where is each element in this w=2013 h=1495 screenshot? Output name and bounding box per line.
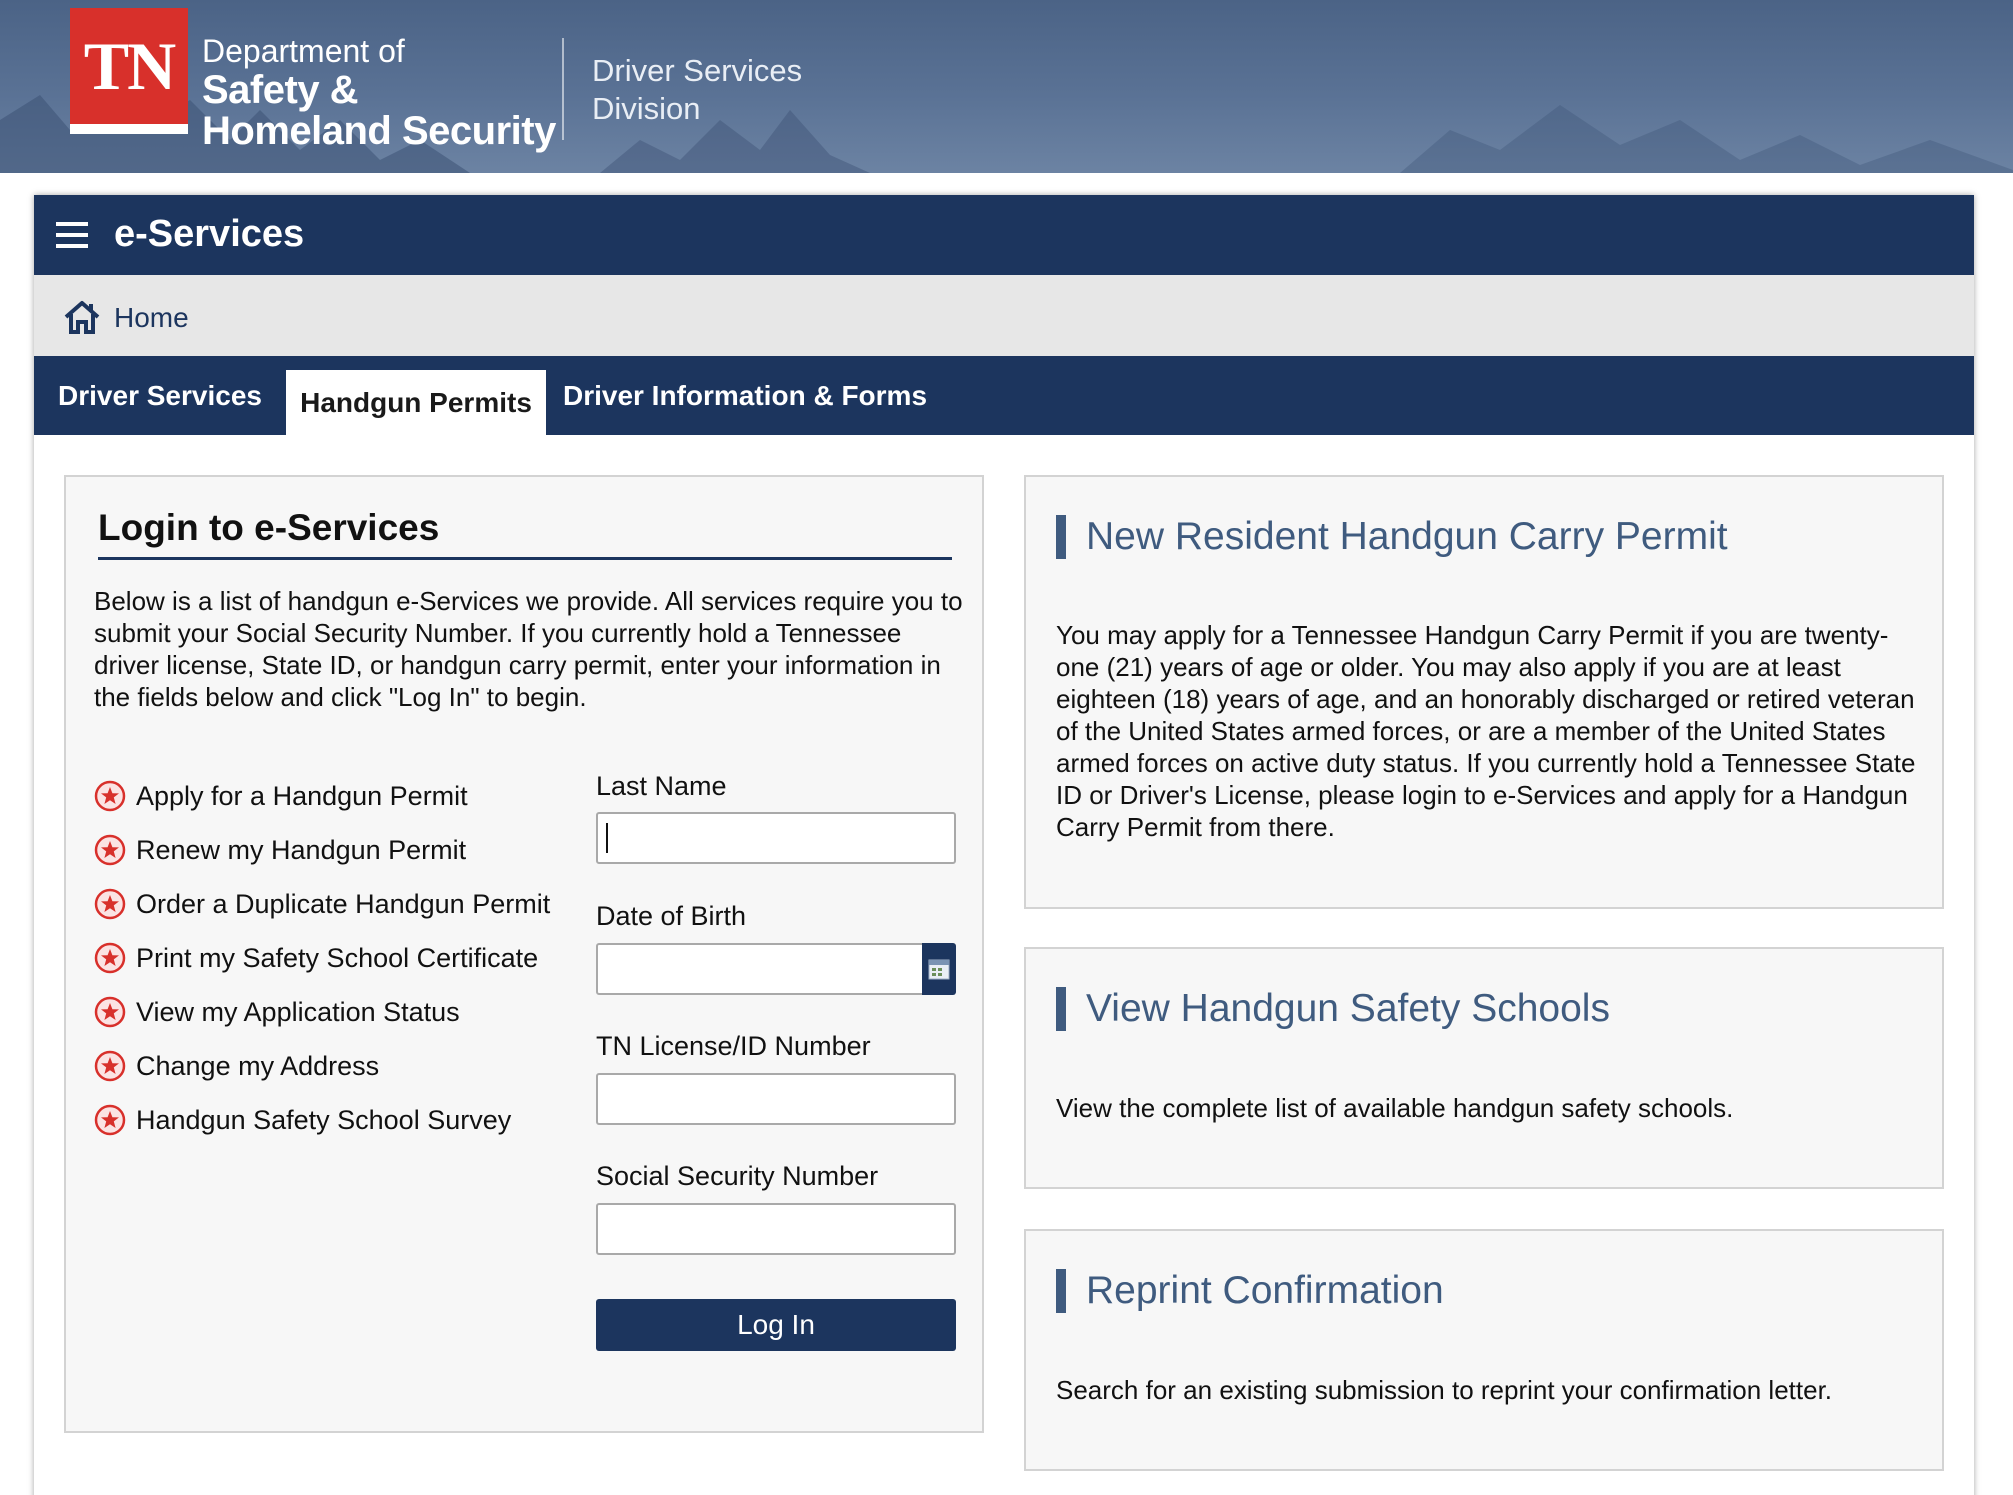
- star-bullet-icon: [94, 942, 126, 974]
- breadcrumb-home-link[interactable]: Home: [114, 302, 189, 333]
- service-link[interactable]: [94, 985, 550, 1039]
- dob-label: Date of Birth: [596, 901, 747, 931]
- service-link[interactable]: [94, 1093, 550, 1147]
- menu-icon[interactable]: [56, 222, 88, 248]
- banner-divider: [562, 38, 564, 140]
- service-list: [94, 769, 550, 1147]
- ssn-label: Social Security Number: [596, 1161, 879, 1191]
- home-icon[interactable]: [64, 300, 100, 334]
- new-resident-permit-card[interactable]: [1024, 475, 1944, 909]
- app-header: [34, 195, 1974, 275]
- reprint-confirmation-body: Search for an existing submission to reprint your confirmation letter.: [1056, 1375, 1833, 1405]
- service-link-label[interactable]: Renew my Handgun Permit: [136, 834, 467, 865]
- service-link[interactable]: [94, 877, 550, 931]
- last-name-input[interactable]: [596, 812, 956, 864]
- service-link[interactable]: [94, 823, 550, 877]
- service-link[interactable]: [94, 769, 550, 823]
- safety-schools-title[interactable]: View Handgun Safety Schools: [1056, 987, 1610, 1031]
- star-bullet-icon: [94, 1050, 126, 1082]
- service-link-label[interactable]: Apply for a Handgun Permit: [136, 780, 468, 811]
- tab-driver-services[interactable]: Driver Services: [58, 379, 262, 411]
- eservices-panel: [34, 195, 1974, 1495]
- service-link-label[interactable]: Print my Safety School Certificate: [136, 942, 539, 973]
- log-in-button[interactable]: Log In: [596, 1299, 956, 1351]
- new-resident-permit-body: You may apply for a Tennessee Handgun Carry Permit if you are twenty-one (21) years of age or older. You may also apply if you are at least eighteen (18) years of age, and an honorably discharged or retired veteran of the United States armed forces, or are a member of the United States armed forces on active duty status. If you currently hold a Tennessee State ID or Driver's License, please login to e-Services and apply for a Handgun Carry Permit from there.: [1056, 620, 1916, 842]
- division-name: Driver Services Division: [592, 53, 803, 126]
- tab-driver-information-forms[interactable]: Driver Information & Forms: [562, 379, 928, 411]
- calendar-icon[interactable]: [922, 943, 956, 995]
- license-label: TN License/ID Number: [596, 1031, 871, 1061]
- service-link-label[interactable]: Change my Address: [136, 1050, 380, 1081]
- star-bullet-icon: [94, 888, 126, 920]
- tab-bar: [34, 356, 1974, 435]
- star-bullet-icon: [94, 780, 126, 812]
- ssn-input[interactable]: [596, 1203, 956, 1255]
- last-name-label: Last Name: [596, 771, 727, 801]
- breadcrumb: [34, 275, 1974, 356]
- license-input[interactable]: [596, 1073, 956, 1125]
- dob-input[interactable]: [596, 943, 924, 995]
- tn-logo[interactable]: TN: [70, 8, 188, 134]
- service-link-label[interactable]: Order a Duplicate Handgun Permit: [136, 888, 551, 919]
- star-bullet-icon: [94, 1104, 126, 1136]
- tab-handgun-permits[interactable]: Handgun Permits: [286, 370, 546, 435]
- service-link-label[interactable]: View my Application Status: [136, 996, 460, 1027]
- star-bullet-icon: [94, 996, 126, 1028]
- app-title: e-Services: [114, 213, 305, 255]
- safety-schools-card[interactable]: [1024, 947, 1944, 1189]
- reprint-confirmation-card[interactable]: [1024, 1229, 1944, 1471]
- star-bullet-icon: [94, 834, 126, 866]
- text-cursor: [606, 823, 608, 853]
- login-intro-text: Below is a list of handgun e-Services we provide. All services require you to submit your Social Security Number. If you currently hold a Tennessee driver license, State ID, or handgun carry permit, enter your information in the fields below and click "Log In" to begin.: [94, 586, 963, 712]
- login-card: [64, 475, 984, 1433]
- service-link[interactable]: [94, 931, 550, 985]
- site-banner: [0, 0, 2013, 173]
- department-name: Department of Safety & Homeland Security: [202, 33, 556, 153]
- safety-schools-body: View the complete list of available handgun safety schools.: [1056, 1093, 1734, 1123]
- service-link-label[interactable]: Handgun Safety School Survey: [136, 1104, 512, 1135]
- login-title: Login to e-Services: [98, 507, 952, 560]
- new-resident-permit-title[interactable]: New Resident Handgun Carry Permit: [1056, 515, 1728, 559]
- reprint-confirmation-title[interactable]: Reprint Confirmation: [1056, 1269, 1444, 1313]
- service-link[interactable]: [94, 1039, 550, 1093]
